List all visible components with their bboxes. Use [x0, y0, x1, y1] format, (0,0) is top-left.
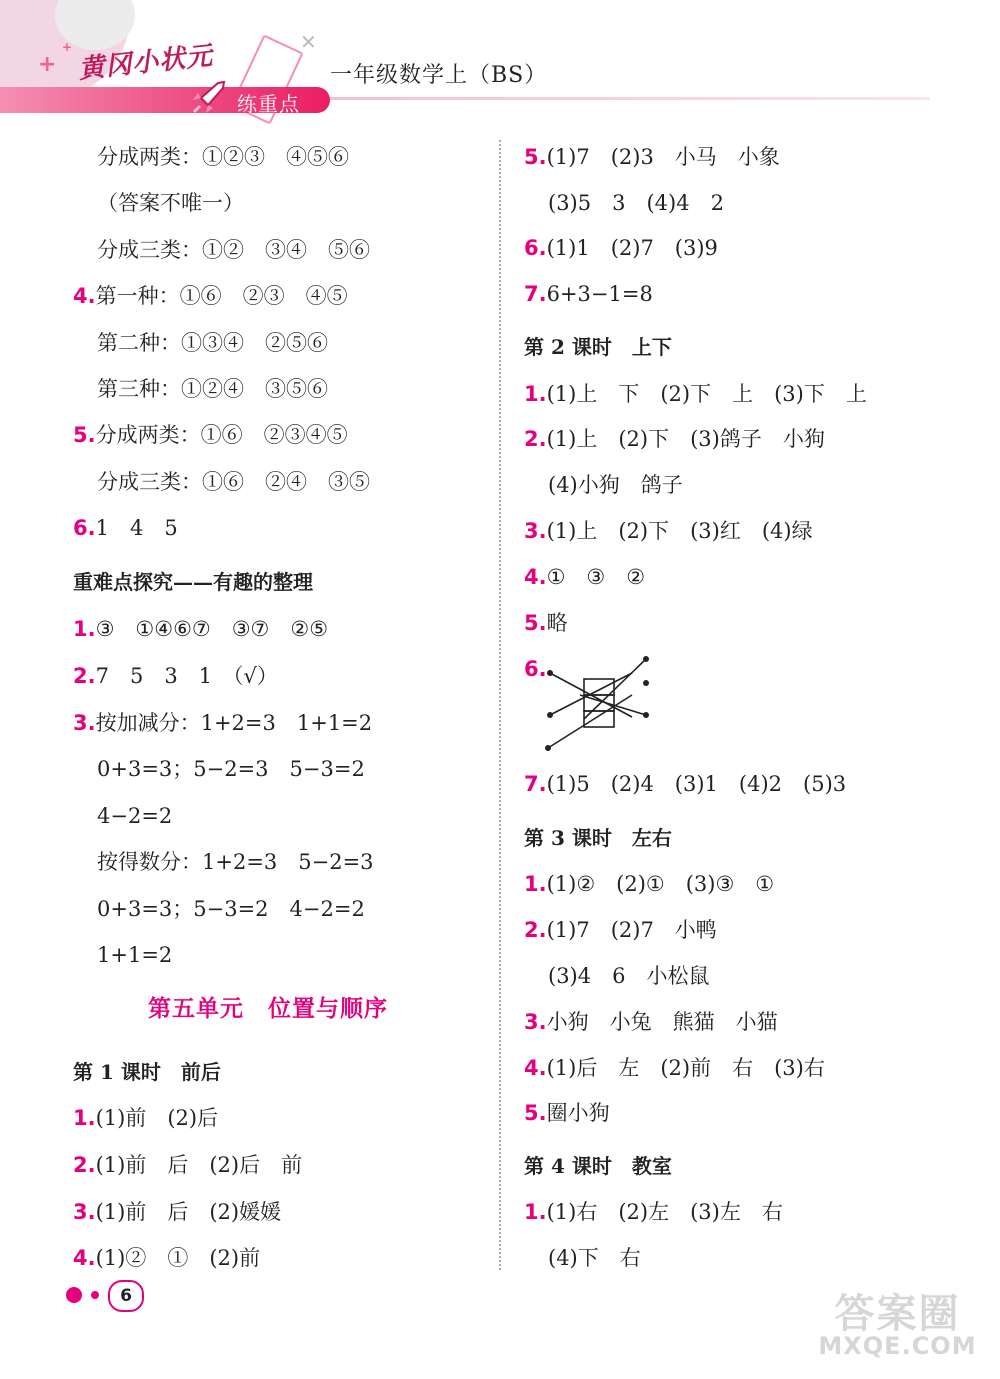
question-number: 6.: [524, 657, 547, 681]
answer-text: ① ③ ②: [546, 565, 646, 589]
answer-line: 按得数分：1+2=3 5−2=3: [97, 850, 374, 874]
watermark: [800, 1282, 995, 1372]
answer-line: [73, 1151, 302, 1179]
answer-line: 1+1=2: [97, 943, 173, 967]
rocket-icon: [188, 78, 228, 118]
answer-line: [73, 421, 348, 449]
section-heading: 重难点探究——有趣的整理: [73, 570, 313, 594]
answer-line: [524, 517, 813, 545]
section-heading: 第 4 课时 教室: [524, 1154, 672, 1178]
question-number: 4.: [73, 284, 96, 308]
answer-line: [73, 615, 328, 643]
answer-line: (3)4 6 小松鼠: [548, 964, 710, 988]
question-number: 3.: [73, 711, 96, 735]
answer-text: (1)前 后 (2)后 前: [95, 1153, 303, 1177]
section-heading: 第 2 课时 上下: [524, 335, 672, 359]
footer-dot-icon: [66, 1287, 82, 1303]
answer-line: (4)小狗 鸽子: [548, 473, 683, 497]
answer-line: [524, 1008, 778, 1036]
answer-line: 0+3=3；5−3=2 4−2=2: [97, 897, 365, 921]
answer-line: 分成三类：①⑥ ②④ ③⑤: [97, 470, 370, 494]
answer-line: 第三种：①②④ ③⑤⑥: [97, 377, 328, 401]
page-header: [0, 0, 1000, 135]
answer-line: （答案不唯一）: [97, 191, 244, 215]
page-number: 6: [108, 1280, 144, 1312]
column-divider: [499, 140, 501, 1270]
answer-line: 4−2=2: [97, 804, 173, 828]
plus-decor-icon: +: [38, 52, 57, 77]
section-heading: 第 1 课时 前后: [73, 1060, 221, 1084]
question-number: 1.: [524, 1200, 547, 1224]
question-number: 7.: [524, 772, 547, 796]
answer-text: 略: [546, 611, 568, 635]
answer-line: [73, 1244, 260, 1272]
answer-text: (1)7 (2)7 小鸭: [546, 918, 717, 942]
answer-line: [524, 770, 846, 798]
question-number: 4.: [524, 565, 547, 589]
answer-line: [524, 143, 780, 171]
plus-decor-icon: +: [62, 40, 73, 54]
question-number: 4.: [73, 1246, 96, 1270]
question-number: 3.: [524, 1010, 547, 1034]
answer-line: [524, 870, 774, 898]
question-number: 2.: [73, 664, 96, 688]
answer-line: 第二种：①③④ ②⑤⑥: [97, 331, 328, 355]
answer-line: [73, 1104, 218, 1132]
answer-text: 7 5 3 1 （√）: [95, 664, 278, 688]
question-number: 1.: [524, 872, 547, 896]
plus-decor-icon: ✕: [300, 30, 317, 54]
answer-text: (1)上 (2)下 (3)鸽子 小狗: [546, 427, 825, 451]
question-number: 3.: [73, 1200, 96, 1224]
answer-text: 1 4 5: [95, 516, 178, 540]
page-title: 一年级数学上（BS）: [330, 63, 548, 88]
question-number: 5.: [524, 611, 547, 635]
answer-text: 第一种：①⑥ ②③ ④⑤: [95, 284, 348, 308]
answer-line: [73, 514, 178, 542]
question-number: 5.: [73, 423, 96, 447]
answer-line: [524, 1099, 610, 1127]
answer-line: [524, 916, 717, 944]
answer-line: [524, 1054, 825, 1082]
answer-line: 分成两类：①②③ ④⑤⑥: [97, 145, 349, 169]
answer-line: [524, 380, 867, 408]
answer-text: (1)前 后 (2)媛媛: [95, 1200, 282, 1224]
answer-line: 分成三类：①② ③④ ⑤⑥: [97, 238, 370, 262]
question-number: 1.: [73, 617, 96, 641]
answer-text: (1)② ① (2)前: [95, 1246, 261, 1270]
question-number: 2.: [73, 1153, 96, 1177]
answer-line: [524, 425, 825, 453]
answer-line: [524, 234, 718, 262]
watermark-url: MXQE.COM: [818, 1332, 977, 1360]
answer-text: ③ ①④⑥⑦ ③⑦ ②⑤: [95, 617, 329, 641]
answer-text: (1)② (2)① (3)③ ①: [546, 872, 775, 896]
answer-line: [524, 563, 645, 591]
watermark-title: 答案圈: [834, 1291, 961, 1337]
answer-text: 分成两类：①⑥ ②③④⑤: [95, 423, 348, 447]
answer-text: (1)7 (2)3 小马 小象: [546, 145, 780, 169]
question-number: 7.: [524, 282, 547, 306]
answer-line: [524, 609, 568, 637]
answer-text: (1)上 下 (2)下 上 (3)下 上: [546, 382, 867, 406]
answer-line: [73, 282, 348, 310]
answer-line: [524, 1198, 783, 1226]
section-heading: 第 3 课时 左右: [524, 826, 672, 850]
answer-line: [73, 1198, 281, 1226]
question-number: 2.: [524, 427, 547, 451]
answer-text: (1)右 (2)左 (3)左 右: [546, 1200, 783, 1224]
answer-line: (4)下 右: [548, 1246, 641, 1270]
question-number: 6.: [524, 236, 547, 260]
question-number: 5.: [524, 145, 547, 169]
answer-text: (1)1 (2)7 (3)9: [546, 236, 718, 260]
answer-text: (1)上 (2)下 (3)红 (4)绿: [546, 519, 813, 543]
answer-text: (1)5 (2)4 (3)1 (4)2 (5)3: [546, 772, 847, 796]
answer-text: 小狗 小兔 熊猫 小猫: [546, 1010, 778, 1034]
ribbon-label: 练重点: [237, 92, 300, 116]
answer-text: 圈小狗: [546, 1101, 610, 1125]
question-number: 3.: [524, 519, 547, 543]
answer-text: 按加减分：1+2=3 1+1=2: [95, 711, 373, 735]
matching-lines-diagram: [540, 653, 660, 753]
question-number: 2.: [524, 918, 547, 942]
answer-line: 0+3=3；5−2=3 5−3=2: [97, 757, 365, 781]
question-number: 6.: [73, 516, 96, 540]
unit-title: 第五单元 位置与顺序: [148, 995, 388, 1022]
question-number: 4.: [524, 1056, 547, 1080]
answer-text: 6+3−1=8: [546, 282, 653, 306]
header-rule: [330, 97, 930, 100]
answer-line: [73, 662, 278, 690]
answer-line: (3)5 3 (4)4 2: [548, 191, 724, 215]
brand-logo: 黄冈小状元: [77, 41, 215, 85]
answer-line: [524, 280, 653, 308]
question-number: 1.: [73, 1106, 96, 1130]
answer-text: (1)后 左 (2)前 右 (3)右: [546, 1056, 825, 1080]
question-number: 5.: [524, 1101, 547, 1125]
answer-text: (1)前 (2)后: [95, 1106, 219, 1130]
answer-line: [73, 709, 372, 737]
question-number: 1.: [524, 382, 547, 406]
footer-dot-icon: [91, 1291, 99, 1299]
